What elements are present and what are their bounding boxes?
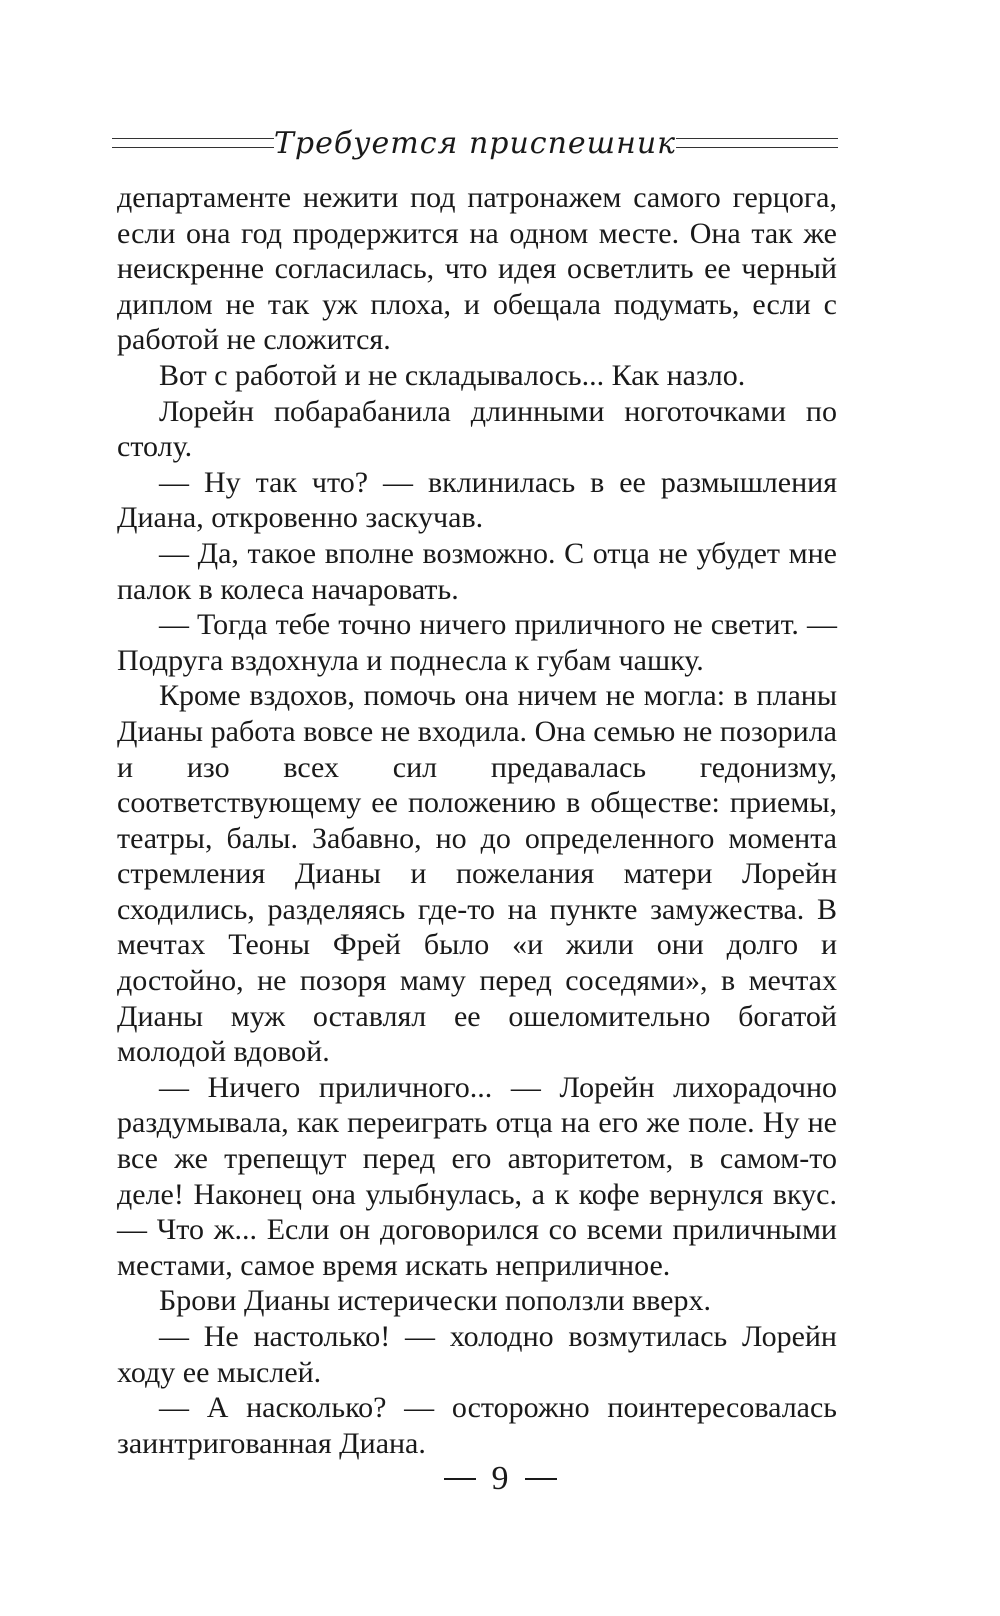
page-folio (0, 1460, 1000, 1498)
header-rule-right (676, 138, 838, 148)
folio-dash-left (444, 1478, 476, 1480)
paragraph: Кроме вздохов, помочь она ничем не могла: в планы Дианы работа вовсе не входила. Она семью не позорила и изо всех сил предавалась гедонизму, соответствующему ее положению в обществе: приемы, театры, балы. Забавно, но до определенного момента стремления Дианы и пожелания матери Лорейн сходились, разделяясь где-то на пункте замужества. В мечтах Теоны Фрей было «и жили они долго и достойно, не позоря маму перед соседями», в мечтах Дианы муж оставлял ее ошеломительно богатой молодой вдовой. (117, 679, 837, 1069)
paragraph: Лорейн побарабанила длинными ноготочками по столу. (117, 394, 837, 464)
folio-dash-right (525, 1478, 557, 1480)
paragraph: — Не настолько! — холодно возмутилась Лорейн ходу ее мыслей. (117, 1320, 837, 1389)
paragraph: департаменте нежити под патронажем самого герцога, если она год продержится на одном месте. Она так же неискренне согласилась, что идея осветлить ее черный диплом не так уж плоха, и обещала подумать, если с работой не сложится. (117, 181, 837, 357)
paragraph: — А насколько? — осторожно поинтересовалась заинтригованная Диана. (117, 1391, 837, 1460)
paragraph: Вот с работой и не складывалось... Как назло. (159, 358, 746, 392)
running-title: Требуется приспешник (273, 125, 677, 161)
paragraph: — Ну так что? — вклинилась в ее размышления Диана, откровенно заскучав. (117, 465, 837, 535)
header-rule-left (112, 138, 274, 148)
paragraph: — Да, такое вполне возможно. С отца не убудет мне палок в колеса начаровать. (117, 536, 837, 606)
page-number: 9 (491, 1460, 509, 1497)
paragraph: — Тогда тебе точно ничего приличного не светит. — Подруга вздохнула и поднесла к губам чашку. (117, 608, 837, 677)
body-text (117, 180, 837, 1461)
running-header (112, 108, 838, 178)
paragraph: — Ничего приличного... — Лорейн лихорадочно раздумывала, как переиграть отца на его же поле. Ну не все же трепещут перед его авторитетом, в самом-то деле! Наконец она улыбнулась, а к кофе вернулся вкус. — Что ж... Если он договорился со всеми приличными местами, самое время искать неприличное. (117, 1070, 837, 1282)
paragraph: Брови Дианы истерически поползли вверх. (159, 1284, 711, 1318)
